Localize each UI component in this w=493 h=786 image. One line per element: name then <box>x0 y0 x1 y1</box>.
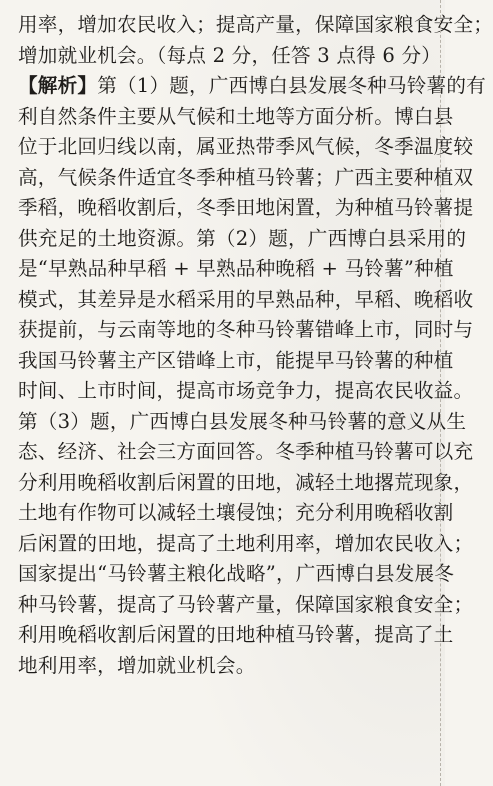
text-line: 地利用率，增加就业机会。 <box>18 653 256 677</box>
text-line: 后闲置的田地，提高了土地利用率，增加农民收入； <box>18 531 474 555</box>
text-line: 高，气候条件适宜冬季种植马铃薯；广西主要种植双 <box>18 165 474 189</box>
text-line: 第（1）题，广西博白县发展冬种马铃薯的有 <box>97 74 486 97</box>
analysis-tag: 【解析】 <box>18 74 98 97</box>
text-line: 增加就业机会。（每点 2 分，任答 3 点得 6 分） <box>18 43 442 67</box>
text-line: 季稻，晚稻收割后，冬季田地闲置，为种植马铃薯提 <box>18 196 474 219</box>
text-line: 用率，增加农民收入；提高产量，保障国家粮食安全； <box>18 13 493 36</box>
text-line: 分利用晚稻收割后闲置的田地，减轻土地撂荒现象， <box>18 470 474 494</box>
page-edge-divider <box>439 0 441 786</box>
text-line: 种马铃薯，提高了马铃薯产量，保障国家粮食安全； <box>18 592 474 616</box>
text-line: 获提前，与云南等地的冬种马铃薯错峰上市，同时与 <box>18 318 474 341</box>
text-line: 第（3）题，广西博白县发展冬种马铃薯的意义从生 <box>18 409 467 433</box>
text-line: 是“早熟品种早稻 + 早熟品种晚稻 + 马铃薯”种植 <box>18 257 454 280</box>
text-line: 利自然条件主要从气候和土地等方面分析。博白县 <box>18 104 454 128</box>
analysis-first-line <box>18 71 486 102</box>
text-line: 位于北回归线以南，属亚热带季风气候，冬季温度较 <box>18 135 474 158</box>
text-line: 国家提出“马铃薯主粮化战略”，广西博白县发展冬 <box>18 562 455 585</box>
text-line: 时间、上市时间，提高市场竞争力，提高农民收益。 <box>18 379 474 402</box>
text-line: 供充足的土地资源。第（2）题，广西博白县采用的 <box>18 226 467 250</box>
text-line: 土地有作物可以减轻土壤侵蚀；充分利用晚稻收割 <box>18 501 454 524</box>
text-line: 模式，其差异是水稻采用的早熟品种，早稻、晚稻收 <box>18 287 474 311</box>
text-line: 利用晚稻收割后闲置的田地种植马铃薯，提高了土 <box>18 623 454 646</box>
text-line: 我国马铃薯主产区错峰上市，能提早马铃薯的种植 <box>18 348 454 372</box>
text-line: 态、经济、社会三方面回答。冬季种植马铃薯可以充 <box>18 440 474 463</box>
